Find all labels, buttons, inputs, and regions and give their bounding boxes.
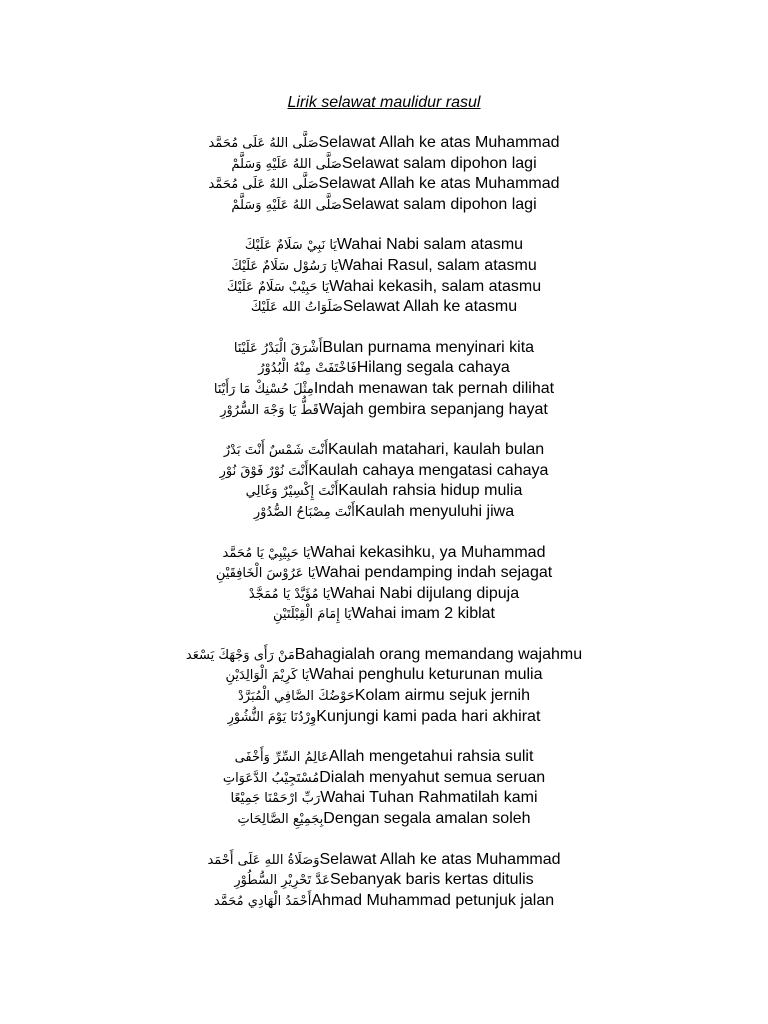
stanza bbox=[0, 543, 768, 625]
arabic-text: يَا نَبِيْ سَلَامٌ عَلَيْكَ bbox=[244, 238, 337, 254]
translation-text: Dialah menyahut semua seruan bbox=[319, 768, 546, 786]
lyric-line bbox=[0, 174, 768, 195]
translation-text: Selawat Allah ke atas Muhammad bbox=[318, 134, 560, 151]
translation-text: Hilang segala cahaya bbox=[356, 359, 510, 377]
translation-text: Selawat Allah ke atasmu bbox=[342, 298, 518, 316]
translation-text: Kolam airmu sejuk jernih bbox=[354, 687, 531, 705]
arabic-text: وِرْدُنَا يَوْمَ النُّشُوْرِ bbox=[227, 709, 317, 725]
arabic-text: يَا كَرِيْمَ الْوَالِدَيْنِ bbox=[225, 668, 310, 684]
lyric-line bbox=[0, 768, 768, 789]
lyric-line bbox=[0, 850, 768, 871]
stanza bbox=[0, 338, 768, 420]
lyric-line bbox=[0, 502, 768, 523]
arabic-text: يَا حَبِيْبِيْ يَا مُحَمَّد bbox=[222, 545, 311, 561]
translation-text: Selawat Allah ke atas Muhammad bbox=[318, 175, 560, 193]
translation-text: Kunjungi kami pada hari akhirat bbox=[316, 707, 541, 725]
arabic-text: عَالِمُ السِّرِّ وَأَخْفَى bbox=[234, 750, 329, 766]
lyric-line bbox=[0, 358, 768, 379]
arabic-text: صَلَّى اللهُ عَلَيْهِ وَسَلَّمْ bbox=[231, 156, 342, 172]
translation-text: Wahai Tuhan Rahmatilah kami bbox=[320, 789, 538, 807]
translation-text: Bulan purnama menyinari kita bbox=[322, 338, 535, 356]
arabic-text: وَصَلَاةُ اللهِ عَلَى أَحْمَد bbox=[207, 852, 320, 868]
arabic-text: فَاخْتَفَتْ مِنْهُ الْبُدُوْرُ bbox=[258, 361, 357, 377]
arabic-text: أَحْمَدُ الْهَادِي مُحَمَّد bbox=[213, 893, 312, 909]
translation-text: Wahai Rasul, salam atasmu bbox=[338, 256, 537, 274]
stanza bbox=[0, 850, 768, 912]
translation-text: Kaulah rahsia hidup mulia bbox=[338, 482, 523, 500]
translation-text: Wahai Nabi salam atasmu bbox=[336, 236, 524, 254]
translation-text: Selawat salam dipohon lagi bbox=[341, 195, 537, 213]
lyric-line bbox=[0, 707, 768, 728]
translation-text: Dengan segala amalan soleh bbox=[323, 810, 531, 828]
translation-text: Kaulah matahari, kaulah bulan bbox=[327, 441, 545, 459]
lyric-line bbox=[0, 481, 768, 502]
stanza bbox=[0, 133, 768, 215]
lyric-line bbox=[0, 563, 768, 584]
lyric-line bbox=[0, 154, 768, 175]
lyric-line bbox=[0, 584, 768, 605]
lyric-line bbox=[0, 604, 768, 625]
arabic-text: مُسْتَجِيْبُ الدَّعَوَاتِ bbox=[222, 770, 320, 786]
lyric-line bbox=[0, 891, 768, 912]
arabic-text: أَشْرَقَ الْبَدْرُ عَلَيْنَا bbox=[233, 340, 323, 356]
lyric-line bbox=[0, 235, 768, 256]
arabic-text: أَنْتَ نُوْرٌ فَوْقَ نُوْرِ bbox=[219, 463, 309, 479]
lyric-line bbox=[0, 256, 768, 277]
document-title: Lirik selawat maulidur rasul bbox=[287, 94, 481, 111]
lyric-line bbox=[0, 297, 768, 318]
translation-text: Wahai Nabi dijulang dipuja bbox=[330, 584, 520, 602]
translation-text: Selawat salam dipohon lagi bbox=[341, 154, 537, 172]
arabic-text: قَطُّ يَا وَجْهَ السُّرُوْرِ bbox=[220, 402, 319, 418]
arabic-text: يَا حَبِيْبْ سَلَامٌ عَلَيْكَ bbox=[226, 279, 330, 295]
lyrics-body bbox=[0, 133, 768, 931]
lyric-line bbox=[0, 440, 768, 461]
translation-text: Indah menawan tak pernah dilihat bbox=[313, 379, 555, 397]
translation-text: Wahai kekasihku, ya Muhammad bbox=[310, 543, 546, 561]
lyric-line bbox=[0, 788, 768, 809]
arabic-text: أَنْتَ شَمْسٌ أَنْتَ بَدْرٌ bbox=[223, 443, 328, 459]
translation-text: Selawat Allah ke atas Muhammad bbox=[319, 850, 561, 868]
lyric-line bbox=[0, 400, 768, 421]
lyric-line bbox=[0, 665, 768, 686]
arabic-text: أَنْتَ إِكْسِيْرٌ وَغَالِي bbox=[245, 484, 339, 500]
lyric-line bbox=[0, 461, 768, 482]
lyric-line bbox=[0, 277, 768, 298]
stanza bbox=[0, 235, 768, 317]
translation-text: Bahagialah orang memandang wajahmu bbox=[294, 645, 583, 663]
arabic-text: يَا إِمَامَ الْقِبْلَتَيْنِ bbox=[273, 607, 352, 623]
arabic-text: حَوْضُكَ الصَّافِي الْمُبَرَّدْ bbox=[237, 689, 355, 705]
translation-text: Kaulah menyuluhi jiwa bbox=[354, 502, 515, 520]
arabic-text: يَا مُؤَيَّدْ يَا مُمَجَّدْ bbox=[248, 586, 331, 602]
lyric-line bbox=[0, 338, 768, 359]
translation-text: Wahai imam 2 kiblat bbox=[351, 605, 495, 623]
arabic-text: بِجَمِيْعِ الصَّالِحَاتِ bbox=[237, 812, 324, 828]
lyric-line bbox=[0, 870, 768, 891]
arabic-text: صَلَّى اللهُ عَلَى مُحَمَّد bbox=[208, 177, 319, 193]
translation-text: Wahai pendamping indah sejagat bbox=[315, 564, 553, 582]
lyric-line bbox=[0, 379, 768, 400]
stanza bbox=[0, 747, 768, 829]
arabic-text: صَلَّى اللهُ عَلَيْهِ وَسَلَّمْ bbox=[231, 197, 342, 213]
translation-text: Ahmad Muhammad petunjuk jalan bbox=[311, 891, 555, 909]
arabic-text: رَبِّ ارْحَمْنَا جَمِيْعًا bbox=[230, 791, 321, 807]
lyric-line bbox=[0, 686, 768, 707]
arabic-text: يَا رَسُوْل سَلَامٌ عَلَيْكَ bbox=[231, 258, 339, 274]
lyric-line bbox=[0, 543, 768, 564]
arabic-text: مَنْ رَأَى وَجْهَكَ يَسْعَد bbox=[185, 647, 295, 663]
arabic-text: صَلَّى اللهُ عَلَى مُحَمَّد bbox=[208, 136, 319, 151]
lyric-line bbox=[0, 195, 768, 216]
arabic-text: يَا عَرُوْسَ الْخَافِقَيْنِ bbox=[215, 566, 316, 582]
translation-text: Kaulah cahaya mengatasi cahaya bbox=[308, 461, 549, 479]
lyric-line bbox=[0, 133, 768, 154]
stanza bbox=[0, 645, 768, 727]
arabic-text: مِثْلَ حُسْنِكْ مَا رَأَيْنَا bbox=[213, 381, 314, 397]
translation-text: Sebanyak baris kertas ditulis bbox=[330, 871, 534, 889]
translation-text: Allah mengetahui rahsia sulit bbox=[328, 748, 534, 766]
lyric-line bbox=[0, 645, 768, 666]
translation-text: Wahai kekasih, salam atasmu bbox=[329, 277, 542, 295]
lyric-line bbox=[0, 809, 768, 830]
translation-text: Wahai penghulu keturunan mulia bbox=[309, 666, 543, 684]
arabic-text: أَنْتَ مِصْبَاحُ الصُّدُوْرِ bbox=[253, 504, 355, 520]
stanza bbox=[0, 440, 768, 522]
translation-text: Wajah gembira sepanjang hayat bbox=[318, 400, 548, 418]
arabic-text: عَدَّ تَحْرِيْرِ السُّطُوْرِ bbox=[234, 873, 330, 889]
arabic-text: صَلَوَاتُ الله عَلَيْكَ bbox=[250, 300, 343, 316]
lyric-line bbox=[0, 747, 768, 768]
